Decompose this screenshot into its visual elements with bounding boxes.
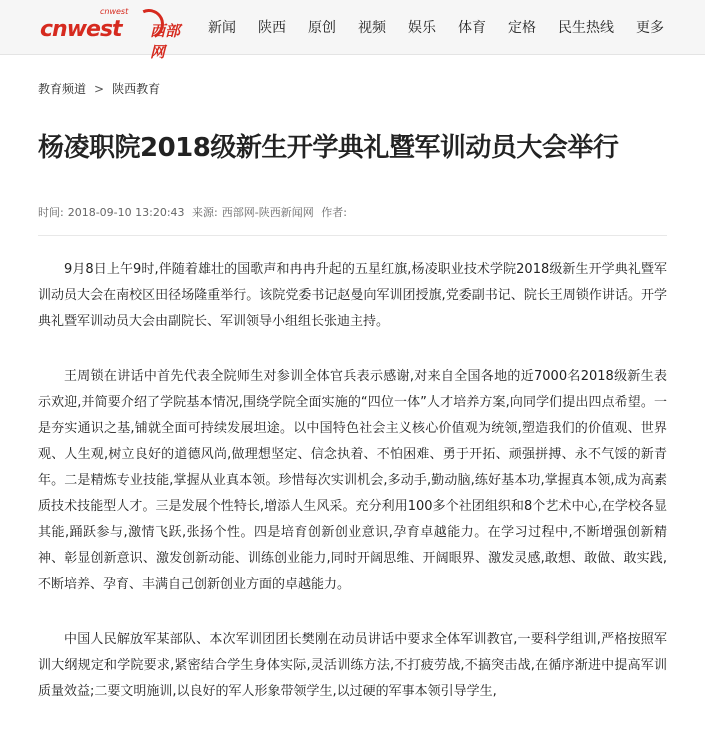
article-body: [38, 257, 667, 705]
article-source: 西部网-陕西新闻网: [221, 206, 314, 219]
nav-item-hotline[interactable]: 民生热线: [558, 20, 614, 36]
breadcrumb-separator: >: [94, 82, 105, 96]
breadcrumb-education-channel[interactable]: 教育频道: [38, 82, 87, 96]
source-label: 来源:: [192, 206, 218, 219]
nav-item-video[interactable]: 视频: [358, 20, 386, 36]
nav-item-news[interactable]: 新闻: [208, 20, 236, 36]
nav-item-shaanxi[interactable]: 陕西: [258, 20, 286, 36]
logo-wordmark: cnwest: [40, 17, 122, 42]
meta-divider: [38, 235, 667, 236]
site-header: [0, 0, 705, 61]
site-logo[interactable]: [38, 7, 190, 61]
publish-time: 2018-09-10 13:20:43: [67, 206, 185, 219]
author-label: 作者:: [321, 206, 347, 219]
nav-item-more[interactable]: 更多: [636, 20, 664, 36]
main-nav: [208, 0, 664, 54]
nav-item-entertainment[interactable]: 娱乐: [408, 20, 436, 36]
article-meta: [38, 205, 667, 221]
breadcrumb-shaanxi-education[interactable]: 陕西教育: [112, 82, 161, 96]
logo-tiny-text: cnwest: [100, 7, 129, 16]
article-paragraph: 中国人民解放军某部队、本次军训团团长樊刚在动员讲话中要求全体军训教官,一要科学组训,严格按照军训大纲规定和学院要求,紧密结合学生身体实际,灵活训练方法,不打疲劳战,不搞突击战,在循序渐进中提高军训质量效益;二要文明施训,以良好的军人形象带领学生,以过硬的军事本领引导学生,: [38, 632, 667, 699]
nav-item-original[interactable]: 原创: [308, 20, 336, 36]
breadcrumb: [38, 80, 667, 98]
article-paragraph: 9月8日上午9时,伴随着雄壮的国歌声和冉冉升起的五星红旗,杨凌职业技术学院2018级新生开学典礼暨军训动员大会在南校区田径场隆重举行。该院党委书记赵曼向军训团授旗,党委副书记、院长王周锁作讲话。开学典礼暨军训动员大会由副院长、军训领导小组组长张迪主持。: [38, 262, 667, 329]
nav-item-sports[interactable]: 体育: [458, 20, 486, 36]
nav-item-photo[interactable]: 定格: [508, 20, 536, 36]
time-label: 时间:: [38, 206, 64, 219]
main-content: [0, 80, 705, 705]
logo-chinese-name: 西部网: [150, 22, 181, 61]
article-paragraph: 王周锁在讲话中首先代表全院师生对参训全体官兵表示感谢,对来自全国各地的近7000名2018级新生表示欢迎,并简要介绍了学院基本情况,围绕学院全面实施的“四位一体”人才培养方案,向同学们提出四点希望。一是夯实通识之基,铺就全面可持续发展坦途。以中国特色社会主义核心价值观为统领,塑造我们的价值观、世界观、人生观,树立良好的道德风尚,做理想坚定、信念执着、不怕困难、勇于开拓、顽强拼搏、永不气馁的新青年。二是精炼专业技能,掌握从业真本领。珍惜每次实训机会,多动手,勤动脑,练好基本功,掌握真本领,成为高素质技术技能型人才。三是发展个性特长,增添人生风采。充分利用100多个社团组织和8个艺术中心,在学校各显其能,踊跃参与,激情飞跃,张扬个性。四是培育创新创业意识,孕育卓越能力。在学习过程中,不断增强创新精神、彰显创新意识、激发创新动能、训练创业能力,同时开阔思维、开阔眼界、激发灵感,敢想、敢做、敢实践,不断培养、孕育、丰满自己创新创业方面的卓越能力。: [38, 369, 667, 592]
article-title: 杨凌职院2018级新生开学典礼暨军训动员大会举行: [38, 133, 619, 163]
